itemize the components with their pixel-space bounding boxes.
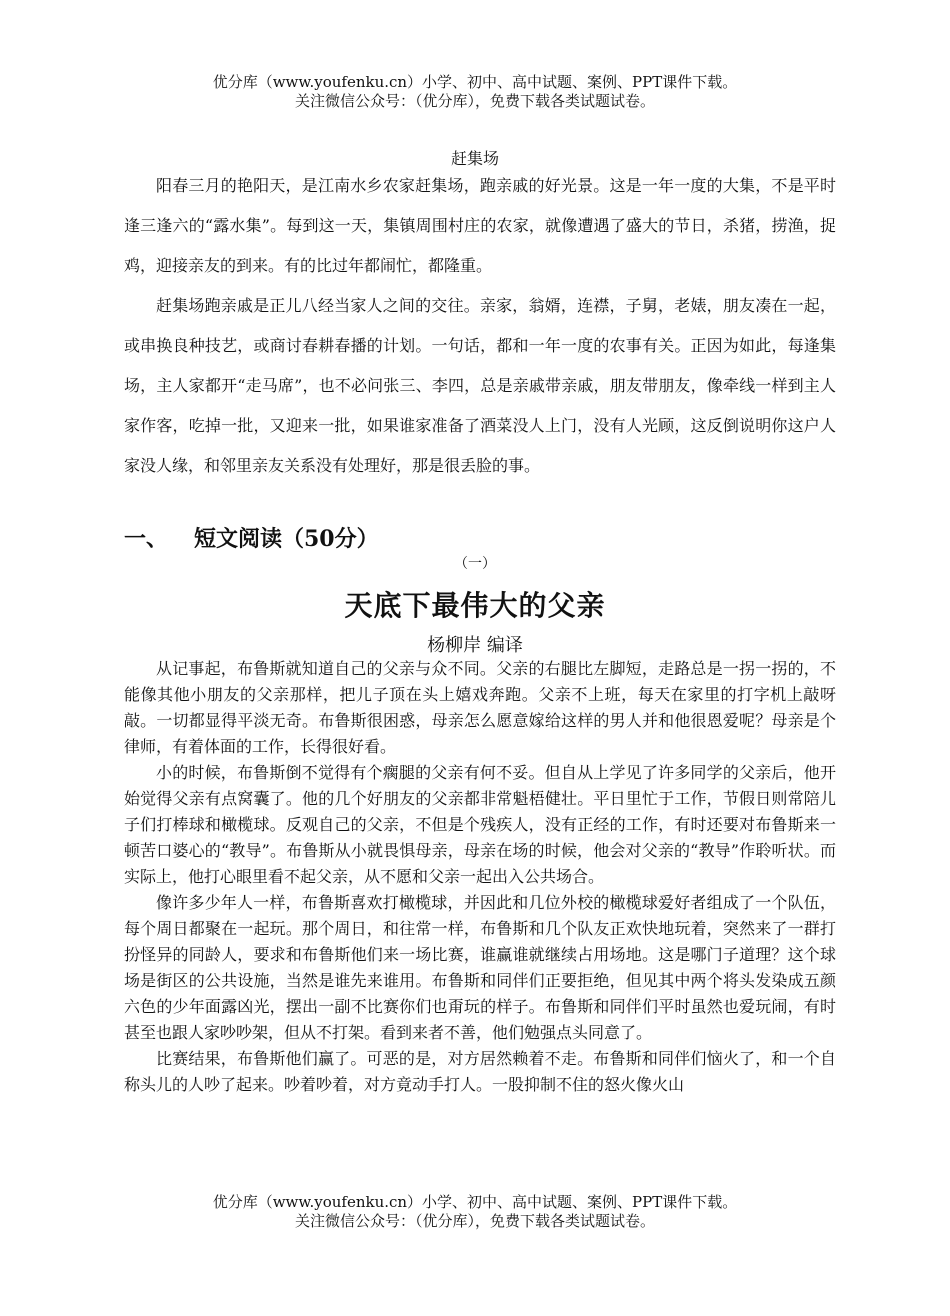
page-footer (0, 1193, 950, 1231)
article-body (124, 656, 836, 1098)
section-heading (124, 522, 379, 553)
header-line-1: 优分库（www.youfenku.cn）小学、初中、高中试题、案例、PPT课件下载。 (212, 73, 738, 91)
article-paragraph-3: 像许多少年人一样，布鲁斯喜欢打橄榄球，并因此和几位外校的橄榄球爱好者组成了一个队伍，每个周日都聚在一起玩。那个周日，和往常一样，布鲁斯和几个队友正欢快地玩着，突然来了一群打扮怪异的同龄人，要求和布鲁斯他们来一场比赛，谁赢谁就继续占用场地。这是哪门子道理？这个球场是街区的公共设施，当然是谁先来谁用。布鲁斯和同伴们正要拒绝，但见其中两个将头发染成五颜六色的少年面露凶光，摆出一副不比赛你们也甭玩的样子。布鲁斯和同伴们平时虽然也爱玩闹，有时甚至也跟人家吵吵架，但从不打架。看到来者不善，他们勉强点头同意了。 (124, 893, 836, 1042)
article-paragraph-1: 从记事起，布鲁斯就知道自己的父亲与众不同。父亲的右腿比左脚短，走路总是一拐一拐的，不能像其他小朋友的父亲那样，把儿子顶在头上嬉戏奔跑。父亲不上班，每天在家里的打字机上敲呀敲。一切都显得平淡无奇。布鲁斯很困惑，母亲怎么愿意嫁给这样的男人并和他很恩爱呢？母亲是个律师，有着体面的工作，长得很好看。 (124, 659, 836, 756)
footer-line-2: 关注微信公众号：（优分库），免费下载各类试题试卷。 (294, 1212, 655, 1230)
section1-paragraph-1: 阳春三月的艳阳天，是江南水乡农家赶集场，跑亲戚的好光景。这是一年一度的大集，不是平时逢三逢六的“露水集”。每到这一天，集镇周围村庄的农家，就像遭遇了盛大的节日，杀猪，捞渔，捉鸡，迎接亲友的到来。有的比过年都闹忙，都隆重。 (124, 176, 836, 275)
section1-body (124, 166, 836, 486)
article-title: 天底下最伟大的父亲 (344, 589, 606, 622)
section-heading-number: 一、 (124, 526, 169, 552)
footer-line-1: 优分库（www.youfenku.cn）小学、初中、高中试题、案例、PPT课件下载。 (212, 1193, 738, 1211)
header-line-2: 关注微信公众号：（优分库），免费下载各类试题试卷。 (294, 92, 655, 110)
section1-paragraph-2: 赶集场跑亲戚是正儿八经当家人之间的交往。亲家，翁婿，连襟，子舅，老婊，朋友凑在一起，或串换良种技艺，或商讨春耕春播的计划。一句话，都和一年一度的农事有关。正因为如此，每逢集场，主人家都开“走马席”，也不必问张三、李四，总是亲戚带亲戚，朋友带朋友，像牵线一样到主人家作客，吃掉一批，又迎来一批，如果谁家准备了酒菜没人上门，没有人光顾，这反倒说明你这户人家没人缘，和邻里亲友关系没有处理好，那是很丢脸的事。 (124, 296, 836, 475)
section-heading-title: 短文阅读（50分） (194, 526, 379, 552)
section1-title: 赶集场 (450, 149, 499, 168)
article-paragraph-2: 小的时候，布鲁斯倒不觉得有个瘸腿的父亲有何不妥。但自从上学见了许多同学的父亲后，他开始觉得父亲有点窝囊了。他的几个好朋友的父亲都非常魁梧健壮。平日里忙于工作，节假日则常陪儿子们打棒球和橄榄球。反观自己的父亲，不但是个残疾人，没有正经的工作，有时还要对布鲁斯来一顿苦口婆心的“教导”。布鲁斯从小就畏惧母亲，母亲在场的时候，他会对父亲的“教导”作聆听状。而实际上，他打心眼里看不起父亲，从不愿和父亲一起出入公共场合。 (124, 763, 836, 886)
article-paragraph-4: 比赛结果，布鲁斯他们赢了。可恶的是，对方居然赖着不走。布鲁斯和同伴们恼火了，和一个自称头儿的人吵了起来。吵着吵着，对方竟动手打人。一股抑制不住的怒火像火山 (124, 1049, 836, 1094)
page-header (0, 73, 950, 111)
article-author: 杨柳岸 编译 (427, 635, 523, 656)
sub-section-number: （一） (454, 556, 496, 572)
